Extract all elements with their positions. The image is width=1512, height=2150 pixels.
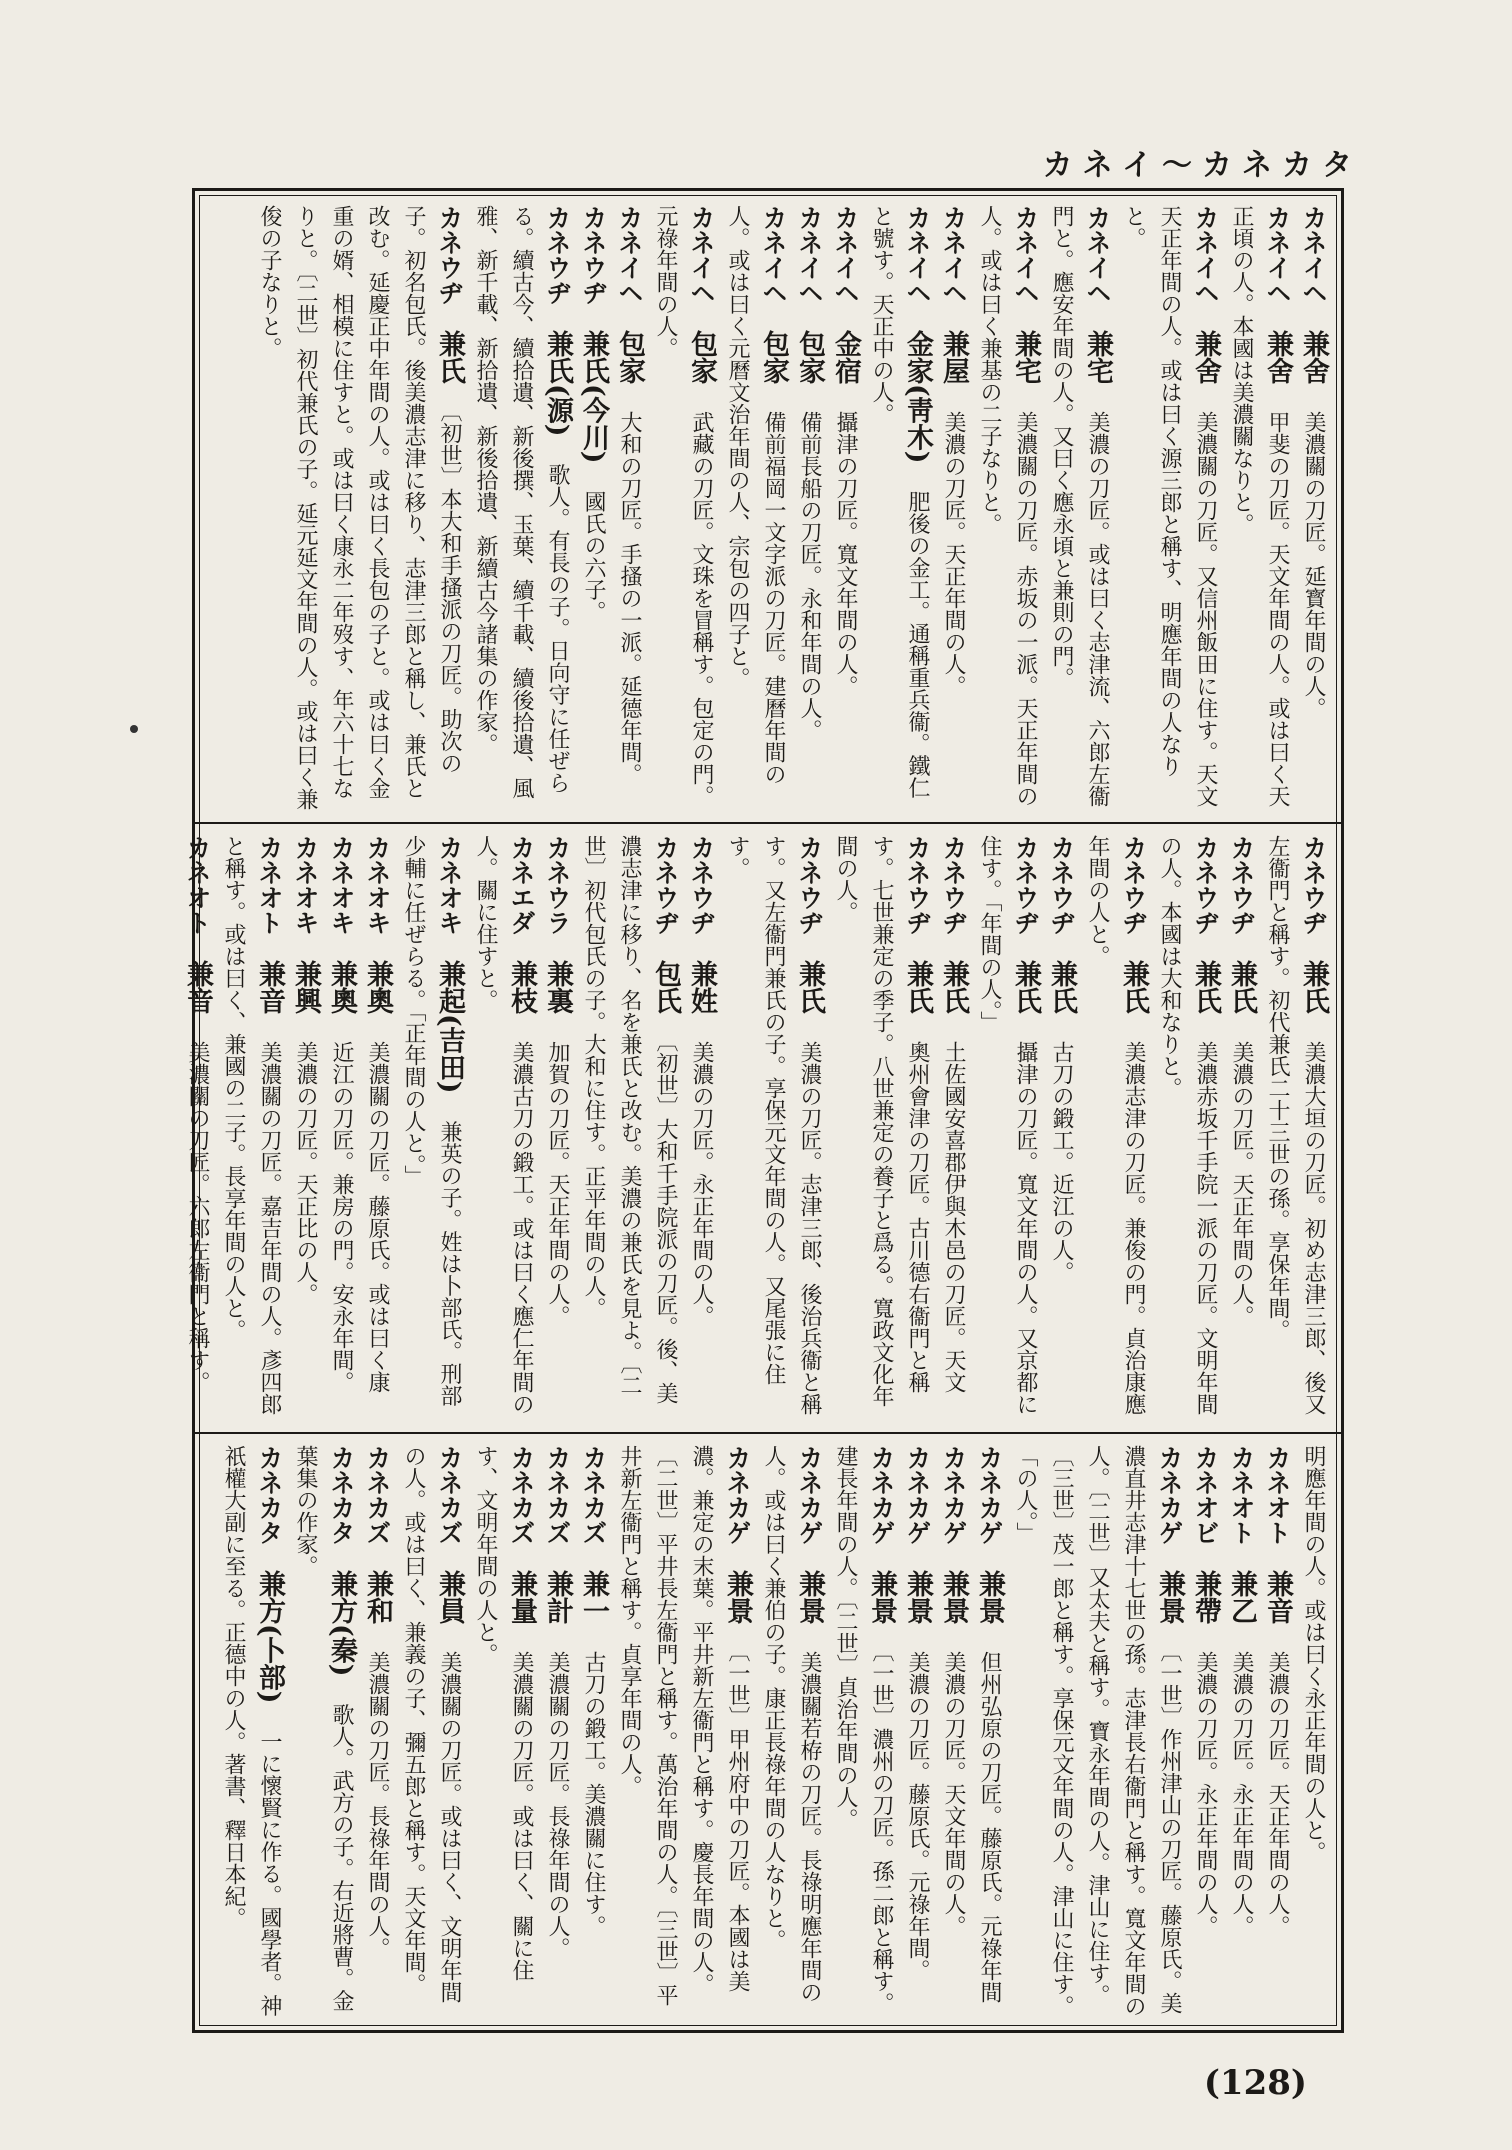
entry-name: 兼氏 [1046,960,1077,1041]
entry-description: 美濃の刀匠。藤原氏。元祿年間。 [905,1651,930,1981]
dictionary-entry [1187,1445,1223,2020]
dictionary-entry [251,205,467,810]
dictionary-entry [179,835,215,1420]
entry-reading: カネオキ [363,835,392,960]
entry-description: 美濃赤坂千手院一派の刀匠。文明年間の人。本國は大和なりと。 [1157,835,1218,1415]
entry-name: 兼興 [290,960,321,1041]
entry-description: 歌人。有長の子。日向守に任ぜらる。續古今、續拾遺、新後撰、玉葉、續千載、續後拾遺、風雅、新千載、新拾遺、新後拾遺、新續古今諸集の作家。 [473,205,570,799]
entry-name: 兼舍 [1298,330,1329,411]
entry-description: 大和の刀匠。手搔の一派。延德年間。 [617,411,642,785]
entry-name: 兼舍 [1190,330,1221,411]
entry-name: 兼音 [1262,1570,1293,1651]
ink-speck [130,725,138,733]
entry-reading: カネオキ [435,835,464,960]
dictionary-entry [971,205,1043,810]
entry-name: 兼計 [542,1570,573,1651]
dictionary-entry [287,835,323,1420]
entry-reading: カネオト [1263,1445,1292,1570]
entry-name: 兼起(吉田) [434,960,465,1121]
dictionary-entry [359,1445,395,2020]
entry-description: 美濃の刀匠。永正年間の人。 [1229,1651,1254,1937]
entry-description: 國氏の六子。 [581,490,606,623]
entry-reading: カネイヘ [1263,205,1292,330]
entry-reading: カネイヘ [687,205,716,330]
dictionary-entry [683,835,719,1420]
entry-reading: カネオト [1227,1445,1256,1570]
dictionary-entry [1295,1445,1331,2020]
entry-description: 美濃の刀匠。天正年間の人。 [1229,1041,1254,1327]
entry-name: 兼景 [902,1570,933,1651]
entry-reading: カネウヂ [1299,835,1328,960]
dictionary-entry [575,1445,611,2020]
entry-description: 古刀の鍛工。美濃關に住す。 [581,1651,606,1937]
dictionary-entry [719,835,827,1420]
entry-reading: カネカゲ [975,1445,1004,1570]
entry-name: 兼一 [578,1570,609,1651]
dictionary-entry [1259,835,1331,1420]
dictionary-entry [863,205,935,810]
entry-description: 美濃の刀匠。永正年間の人。 [1193,1651,1218,1937]
entry-reading: カネウヂ [1011,835,1040,960]
dictionary-entry [359,835,395,1420]
dictionary-entry [1079,835,1151,1420]
entry-name: 兼景 [794,1570,825,1651]
entry-reading: カネイヘ [831,205,860,330]
dictionary-entry [935,835,971,1420]
entry-name: 兼氏 [1118,960,1149,1041]
entry-description: 美濃の刀匠。天正年間の人。 [941,411,966,697]
page-number: (128) [1203,2063,1307,2103]
entry-name: 兼景 [866,1570,897,1651]
entry-reading: カネウヂ [1119,835,1148,960]
entry-reading: カネオキ [327,835,356,960]
dictionary-entry [467,835,539,1420]
dictionary-entry [575,835,683,1420]
dictionary-entry [215,835,287,1420]
entry-description: 美濃關の刀匠。延寳年間の人。 [1301,411,1326,719]
entry-description: 美濃關の刀匠。或は曰く、文明年間の人。或は曰く、兼義の子、彌五郎と稱す。天文年間。 [401,1445,462,2003]
band-middle-text [179,835,1331,1420]
dictionary-entry [971,1445,1007,2020]
entry-description: 甲斐の刀匠。天文年間の人。或は曰く天正頃の人。本國は美濃關なりと。 [1229,205,1290,807]
entry-name: 兼奧 [326,960,357,1041]
entry-reading: カネカズ [543,1445,572,1570]
entry-description: 美濃關若栫の刀匠。長祿明應年間の人。或は曰く兼伯の子。康正長祿年間の人なりと。 [761,1445,822,2003]
band-divider-2 [192,1432,1344,1434]
entry-reading: カネイヘ [939,205,968,330]
entry-description: 美濃關の刀匠。長祿年間の人。 [545,1651,570,1959]
entry-name: 包家 [758,330,789,411]
entry-name: 兼枝 [506,960,537,1041]
band-top-text [251,205,1331,810]
entry-name: 兼氏(源) [542,330,573,464]
dictionary-entry [1295,205,1331,810]
entry-reading: カネウヂ [579,205,608,330]
text-band-bottom [205,1445,1331,2020]
entry-description: 美濃關の刀匠。藤原氏。或は曰く康 [365,1041,390,1393]
entry-name: 兼氏(今川) [578,330,609,491]
dictionary-entry [1223,1445,1259,2020]
entry-description: 美濃關の刀匠。赤坂の一派。天正年間の人。或は曰く兼基の二子なりと。 [977,205,1038,807]
entry-description: 備前福岡一文字派の刀匠。建曆年間の人。或は曰く元曆文治年間の人、宗包の四子と。 [725,205,786,785]
entry-name: 兼音 [182,960,213,1041]
dictionary-entry [827,205,863,810]
dictionary-entry [827,1445,899,2020]
dictionary-entry [611,1445,755,2020]
band-bottom-text [215,1445,1331,2020]
entry-name: 兼景 [722,1570,753,1651]
entry-reading: カネウラ [543,835,572,960]
dictionary-entry [539,835,575,1420]
entry-name: 兼方(秦) [326,1570,357,1704]
entry-reading: カネイヘ [1083,205,1112,330]
entry-description: 〔一世〕作州津山の刀匠。藤原氏。美濃直井志津十七世の孫。志津長右衞門と稱す。寬文年間の人。〔二世〕又太夫と稱す。寶永年間の人。津山に住す。〔三世〕茂一郎と稱す。享保元文年間の人。津山に住す。「の人。」 [1013,1445,1182,2017]
entry-description: 美濃の刀匠。天正比の人。 [293,1041,318,1305]
entry-name: 兼乙 [1226,1570,1257,1651]
entry-name: 兼景 [974,1570,1005,1651]
entry-description: 兼英の子。姓は卜部氏。刑部少輔に任ぜらる。「正年間の人と。」 [401,835,462,1407]
entry-name: 兼氏 [1226,960,1257,1041]
dictionary-entry [323,835,359,1420]
entry-name: 兼氏 [1010,960,1041,1041]
entry-reading: カネカゲ [867,1445,896,1570]
entry-reading: カネウヂ [435,205,464,330]
entry-description: 明應年間の人。或は曰く永正年間の人と。 [1301,1445,1326,1863]
dictionary-entry [539,1445,575,2020]
entry-reading: カネカズ [363,1445,392,1570]
dictionary-entry [755,1445,827,2020]
dictionary-entry [467,205,575,810]
entry-reading: カネイヘ [1191,205,1220,330]
entry-name: 金宿 [830,330,861,411]
entry-name: 兼量 [506,1570,537,1651]
dictionary-entry [1007,1445,1187,2020]
dictionary-entry [719,205,791,810]
dictionary-entry [215,1445,287,2020]
dictionary-entry [1223,835,1259,1420]
entry-description: 加賀の刀匠。天正年間の人。 [545,1041,570,1327]
entry-description: 奧州會津の刀匠。古川德右衞門と稱す。七世兼定の季子。八世兼定の養子と爲る。寬政文化年間の人。 [833,835,930,1407]
entry-description: 〔一世〕濃州の刀匠。孫二郎と稱す。建長年間の人。〔二世〕貞治年間の人。 [833,1445,894,2014]
entry-description: 美濃古刀の鍛工。或は曰く應仁年間の人。關に住すと。 [473,835,534,1415]
entry-name: 兼奧 [362,960,393,1041]
entry-reading: カネカタ [255,1445,284,1570]
entry-reading: カネオト [183,835,212,960]
entry-reading: カネウヂ [543,205,572,330]
entry-name: 兼景 [1154,1570,1185,1651]
entry-reading: カネカゲ [1155,1445,1184,1570]
entry-name: 包家 [794,330,825,411]
entry-description: 美濃志津の刀匠。兼俊の門。貞治康應年間の人と。 [1085,835,1146,1415]
dictionary-entry [791,205,827,810]
entry-name: 包家 [614,330,645,411]
dictionary-entry [1259,1445,1295,2020]
dictionary-entry [899,1445,935,2020]
entry-name: 兼屋 [938,330,969,411]
entry-name: 包家 [686,330,717,411]
entry-reading: カネイヘ [759,205,788,330]
entry-description: 但州弘原の刀匠。藤原氏。元祿年間 [977,1651,1002,2003]
entry-reading: カネオト [255,835,284,960]
entry-name: 兼音 [254,960,285,1041]
entry-reading: カネカゲ [939,1445,968,1570]
entry-name: 兼氏 [902,960,933,1041]
entry-name: 兼宅 [1082,330,1113,411]
entry-name: 兼裏 [542,960,573,1041]
entry-description: 美濃關の刀匠。六郎左衞門と稱す。 [185,1041,210,1393]
entry-reading: カネウヂ [795,835,824,960]
entry-description: 美濃の刀匠。或は曰く志津流、六郎左衞門と。應安年間の人。又曰く應永頃と兼則の門。 [1049,205,1110,807]
entry-description: 美濃大垣の刀匠。初め志津三郎、後又左衞門と稱す。初代兼氏二十三世の孫。享保年間。 [1265,835,1326,1415]
entry-reading: カネイヘ [615,205,644,330]
entry-description: 攝津の刀匠。寬文年間の人。又京都に住す。「年間の人。」 [977,835,1038,1415]
entry-name: 兼氏 [1298,960,1329,1041]
entry-name: 兼氏 [794,960,825,1041]
entry-reading: カネウヂ [1191,835,1220,960]
entry-name: 金家(靑木) [902,330,933,491]
entry-reading: カネウヂ [1227,835,1256,960]
band-divider-1 [192,822,1344,824]
entry-reading: カネオビ [1191,1445,1220,1570]
entry-reading: カネカズ [435,1445,464,1570]
entry-name: 兼氏 [938,960,969,1041]
dictionary-entry [395,1445,467,2020]
entry-description: 美濃の刀匠。天正年間の人。 [1265,1651,1290,1937]
entry-description: 近江の刀匠。兼房の門。安永年間。 [329,1041,354,1393]
entry-reading: カネカゲ [903,1445,932,1570]
entry-reading: カネエダ [507,835,536,960]
entry-description: 〔初世〕大和千手院派の刀匠。後、美濃志津に移り、名を兼氏と改む。美濃の兼氏を見よ。〔二世〕初代包氏の子。大和に住す。正平年間の人。 [581,835,678,1404]
dictionary-entry [1151,835,1223,1420]
entry-reading: カネイヘ [1299,205,1328,330]
entry-reading: カネカズ [507,1445,536,1570]
entry-description: 美濃關の刀匠。又信州飯田に住す。天文天正年間の人。或は曰く源三郎と稱す、明應年間の人なりと。 [1121,205,1218,807]
entry-description: 攝津の刀匠。寬文年間の人。 [833,411,858,697]
entry-reading: カネカゲ [795,1445,824,1570]
entry-description: 肥後の金工。通稱重兵衞。鐵仁と號す。天正中の人。 [869,205,930,799]
entry-reading: カネウヂ [687,835,716,960]
entry-reading: カネウヂ [1047,835,1076,960]
entry-description: 美濃の刀匠。天文年間の人。 [941,1651,966,1937]
entry-name: 兼氏 [434,330,465,411]
entry-description: 美濃の刀匠。志津三郎、後治兵衞と稱す。又左衞門兼氏の子。享保元文年間の人。又尾張に住す。 [725,835,822,1415]
entry-description: 美濃關の刀匠。或は曰く、關に住す、文明年間の人と。 [473,1445,534,1981]
entry-reading: カネカタ [327,1445,356,1570]
entry-reading: カネウヂ [903,835,932,960]
dictionary-entry [1043,205,1115,810]
dictionary-entry [935,1445,971,2020]
entry-reading: カネオキ [291,835,320,960]
entry-name: 兼姓 [686,960,717,1041]
entry-description: 備前長船の刀匠。永和年間の人。 [797,411,822,741]
entry-name: 兼帶 [1190,1570,1221,1651]
entry-reading: カネイヘ [903,205,932,330]
dictionary-entry [467,1445,539,2020]
dictionary-entry [647,205,719,810]
entry-description: 一に懷賢に作る。國學者。神祇權大副に至る。正德中の人。著書、釋日本紀。 [221,1445,282,2017]
text-band-middle [182,835,1331,1420]
dictionary-entry [395,835,467,1420]
entry-reading: カネカゲ [723,1445,752,1570]
entry-reading: カネカズ [579,1445,608,1570]
dictionary-entry [971,835,1043,1420]
entry-reading: カネウヂ [651,835,680,960]
entry-name: 包氏 [650,960,681,1041]
entry-name: 兼員 [434,1570,465,1651]
entry-name: 兼氏 [1190,960,1221,1041]
entry-description: 美濃關の刀匠。長祿年間の人。 [365,1651,390,1959]
dictionary-entry [1043,835,1079,1420]
dictionary-entry [575,205,611,810]
entry-description: 土佐國安喜郡伊與木邑の刀匠。天文 [941,1041,966,1393]
running-head: カネイ〜カネカタ [1042,148,1362,183]
dictionary-entry [1223,205,1295,810]
dictionary-entry [287,1445,359,2020]
entry-name: 兼方(卜部) [254,1570,285,1731]
dictionary-entry [1115,205,1223,810]
dictionary-entry [935,205,971,810]
entry-reading: カネイヘ [795,205,824,330]
dictionary-entry [827,835,935,1420]
entry-description: 古刀の鍛工。近江の人。 [1049,1041,1074,1283]
entry-name: 兼和 [362,1570,393,1651]
entry-name: 兼景 [938,1570,969,1651]
entry-name: 兼舍 [1262,330,1293,411]
entry-name: 兼宅 [1010,330,1041,411]
entry-description: 〔初世〕本大和手搔派の刀匠。助次の子。初名包氏。後美濃志津に移り、志津三郎と稱し、兼氏と改む。延慶正中年間の人。或は曰く長包の子と。或は曰く金重の婿、相模に住すと。或は曰く康永二年歿す、年六十七なりと。〔二世〕初代兼氏の子。延元延文年間の人。或は曰く兼俊の子なりと。 [257,205,462,810]
entry-description: 美濃の刀匠。永正年間の人。 [689,1041,714,1327]
entry-description: 歌人。武方の子。右近將曹。金葉集の作家。 [293,1445,354,2012]
entry-description: 美濃關の刀匠。嘉吉年間の人。彥四郎と稱す。或は曰く、兼國の二子。長享年間の人と。 [221,835,282,1415]
entry-description: 武藏の刀匠。文珠を冒稱す。包定の門。元祿年間の人。 [653,205,714,807]
entry-reading: カネイヘ [1011,205,1040,330]
entry-description: 〔一世〕甲州府中の刀匠。本國は美濃。兼定の末葉。平井新左衞門と稱す。慶長年間の人。〔二世〕平井長左衞門と稱す。萬治年間の人。〔三世〕平井新左衞門と稱す。貞享年間の人。 [617,1445,750,2006]
text-band-top [205,205,1331,810]
dictionary-entry [611,205,647,810]
entry-reading: カネウヂ [939,835,968,960]
